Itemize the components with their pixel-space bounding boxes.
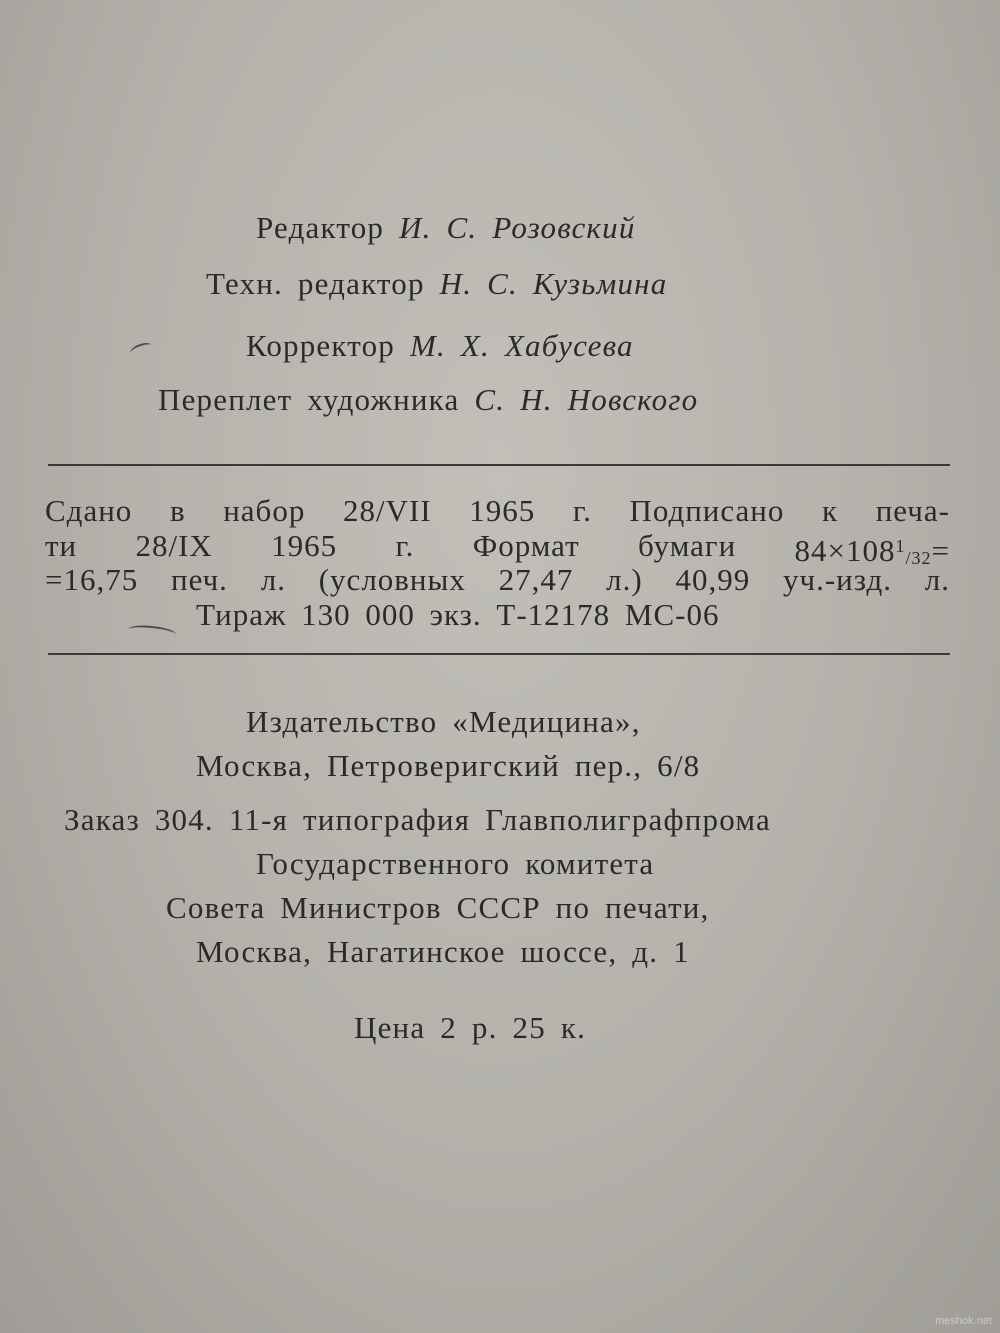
watermark: meshok.net [935,1315,992,1327]
credit-person: М. Х. Хабусева [409,328,634,363]
imprint-line-3: =16,75 печ. л. (условных 27,47 л.) 40,99 уч.-изд. л. [45,562,950,597]
credit-person: С. Н. Новского [474,382,699,417]
credit-role: Редактор [256,210,385,245]
printer-line-3: Совета Министров СССР по печати, [166,890,710,925]
credit-person: Н. С. Кузьмина [439,266,668,301]
credit-proofreader [246,328,634,364]
imprint-line-4: Тираж 130 000 экз. Т-12178 МС-06 [196,596,720,632]
price: Цена 2 р. 25 к. [354,1010,587,1045]
imprint-block [45,494,950,632]
credit-tech-editor [206,266,667,302]
publisher-name: Издательство «Медицина», [246,704,641,739]
publisher-address: Москва, Петроверигский пер., 6/8 [196,748,701,783]
pencil-mark [129,341,153,358]
imprint-line-1: Сдано в набор 28/VII 1965 г. Подписано к печа- [45,493,950,528]
credit-binding-artist [158,382,698,418]
printer-line-2: Государственного комитета [256,846,655,881]
credit-role: Корректор [246,328,395,363]
divider-bottom [48,653,950,655]
printer-line-4: Москва, Нагатинское шоссе, д. 1 [196,934,690,969]
imprint-line-2: ти 28/IX 1965 г. Формат бумаги $84\times 108^1/32=$ [45,527,950,568]
credit-person: И. С. Розовский [399,210,636,245]
credit-role: Переплет художника [158,382,460,417]
credit-role: Техн. редактор [206,266,425,301]
credit-editor [256,210,636,246]
paper-format: $84\times 108^1/32=$ [794,532,950,568]
printer-line-1: Заказ 304. 11-я типография Главполиграфпрома [64,802,771,837]
divider-top [48,464,950,466]
